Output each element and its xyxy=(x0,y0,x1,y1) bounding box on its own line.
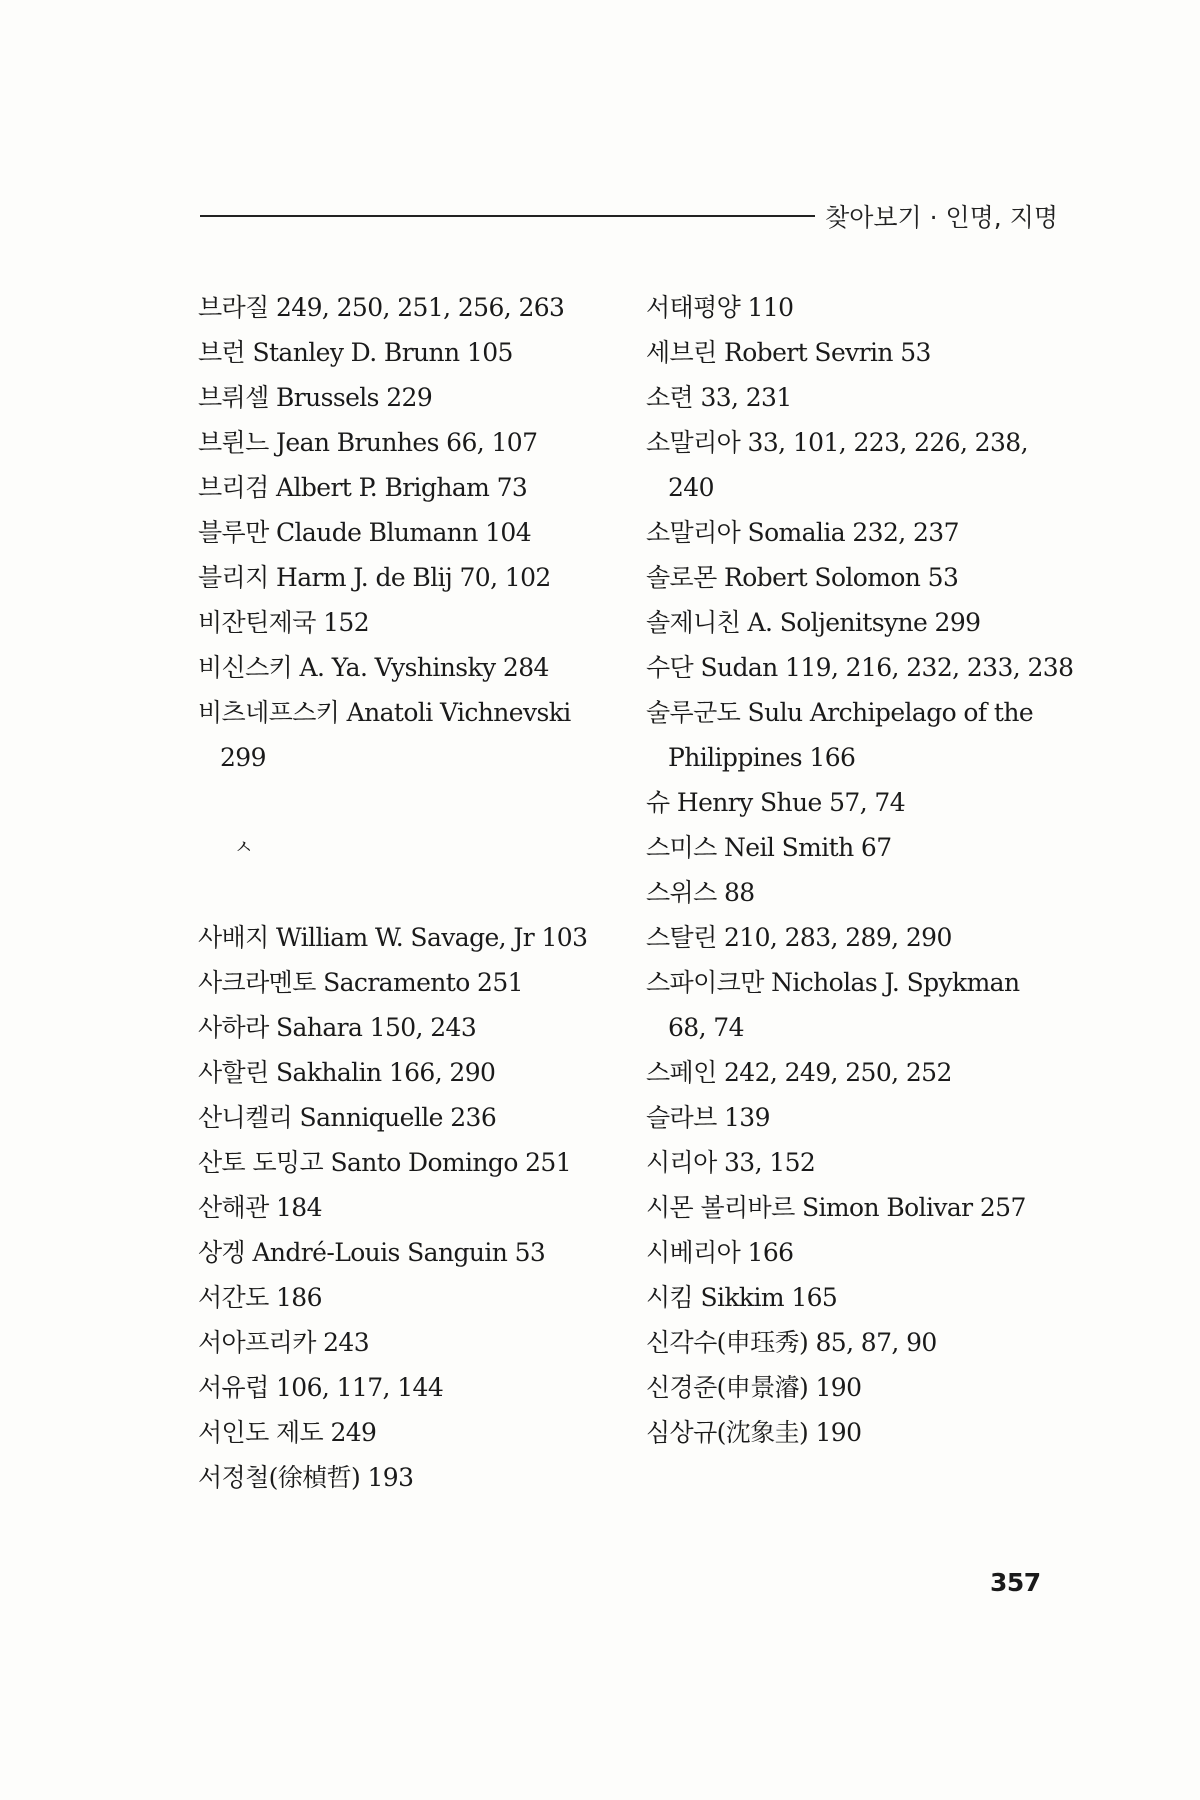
index-entry: 세브린 Robert Sevrin 53 xyxy=(646,338,931,367)
index-entry: 신경준(申景濬) 190 xyxy=(646,1373,862,1402)
index-entry: 시리아 33, 152 xyxy=(646,1148,816,1177)
index-entry: 스파이크만 Nicholas J. Spykman xyxy=(646,968,1020,997)
index-entry: 소말리아 Somalia 232, 237 xyxy=(646,518,959,547)
index-entry: 비츠네프스키 Anatoli Vichnevski xyxy=(198,698,571,727)
index-entry: 상겡 André-Louis Sanguin 53 xyxy=(198,1238,546,1267)
index-column-left xyxy=(198,285,618,1500)
index-entry: 산해관 184 xyxy=(198,1193,322,1222)
index-entry: 서간도 186 xyxy=(198,1283,322,1312)
index-entry: 브리검 Albert P. Brigham 73 xyxy=(198,473,528,502)
index-entry: 사하라 Sahara 150, 243 xyxy=(198,1013,477,1042)
index-entry: 스미스 Neil Smith 67 xyxy=(646,833,892,862)
index-entry: 시몬 볼리바르 Simon Bolivar 257 xyxy=(646,1193,1026,1222)
index-entry: 서인도 제도 249 xyxy=(198,1418,377,1447)
running-header xyxy=(200,196,1058,236)
index-entry: 사크라멘토 Sacramento 251 xyxy=(198,968,523,997)
index-entry-continuation: Philippines 166 xyxy=(668,743,856,772)
index-entry: 솔제니친 A. Soljenitsyne 299 xyxy=(646,608,981,637)
index-entry: 블루만 Claude Blumann 104 xyxy=(198,518,532,547)
index-entry: 슈 Henry Shue 57, 74 xyxy=(646,788,906,817)
index-entry: 서정철(徐楨哲) 193 xyxy=(198,1463,414,1492)
index-entry: 브륀느 Jean Brunhes 66, 107 xyxy=(198,428,538,457)
index-entry: 스탈린 210, 283, 289, 290 xyxy=(646,923,952,952)
section-gap xyxy=(198,780,618,825)
index-entry: 사할린 Sakhalin 166, 290 xyxy=(198,1058,496,1087)
index-entry: 서아프리카 243 xyxy=(198,1328,370,1357)
index-entry: 사배지 William W. Savage, Jr 103 xyxy=(198,923,588,952)
index-entry: 심상규(沈象圭) 190 xyxy=(646,1418,862,1447)
index-entry: 소련 33, 231 xyxy=(646,383,792,412)
index-entry: 슬라브 139 xyxy=(646,1103,770,1132)
index-entry: 신각수(申珏秀) 85, 87, 90 xyxy=(646,1328,937,1357)
index-entry: 시킴 Sikkim 165 xyxy=(646,1283,838,1312)
index-entry: 서태평양 110 xyxy=(646,293,794,322)
index-entry: 블리지 Harm J. de Blij 70, 102 xyxy=(198,563,551,592)
section-letter: ㅅ xyxy=(234,835,254,859)
index-entry: 스페인 242, 249, 250, 252 xyxy=(646,1058,952,1087)
index-entry: 수단 Sudan 119, 216, 232, 233, 238 xyxy=(646,653,1074,682)
section-gap xyxy=(198,870,618,915)
index-entry: 소말리아 33, 101, 223, 226, 238, xyxy=(646,428,1028,457)
index-entry-continuation: 240 xyxy=(668,473,714,502)
index-entry-continuation: 299 xyxy=(220,743,266,772)
header-rule xyxy=(200,215,815,217)
index-entry: 스위스 88 xyxy=(646,878,755,907)
index-entry: 산니켈리 Sanniquelle 236 xyxy=(198,1103,497,1132)
index-entry: 산토 도밍고 Santo Domingo 251 xyxy=(198,1148,572,1177)
index-entry: 술루군도 Sulu Archipelago of the xyxy=(646,698,1034,727)
index-entry: 시베리아 166 xyxy=(646,1238,794,1267)
index-entry: 브런 Stanley D. Brunn 105 xyxy=(198,338,513,367)
index-entry: 비신스키 A. Ya. Vyshinsky 284 xyxy=(198,653,549,682)
index-column-right xyxy=(646,285,1074,1455)
index-entry-continuation: 68, 74 xyxy=(668,1013,744,1042)
index-entry: 브라질 249, 250, 251, 256, 263 xyxy=(198,293,565,322)
index-entry: 솔로몬 Robert Solomon 53 xyxy=(646,563,959,592)
index-entry: 서유럽 106, 117, 144 xyxy=(198,1373,444,1402)
index-entry: 브뤼셀 Brussels 229 xyxy=(198,383,433,412)
header-title: 찾아보기 · 인명, 지명 xyxy=(825,203,1058,232)
index-entry: 비잔틴제국 152 xyxy=(198,608,370,637)
page-number: 357 xyxy=(990,1568,1041,1597)
